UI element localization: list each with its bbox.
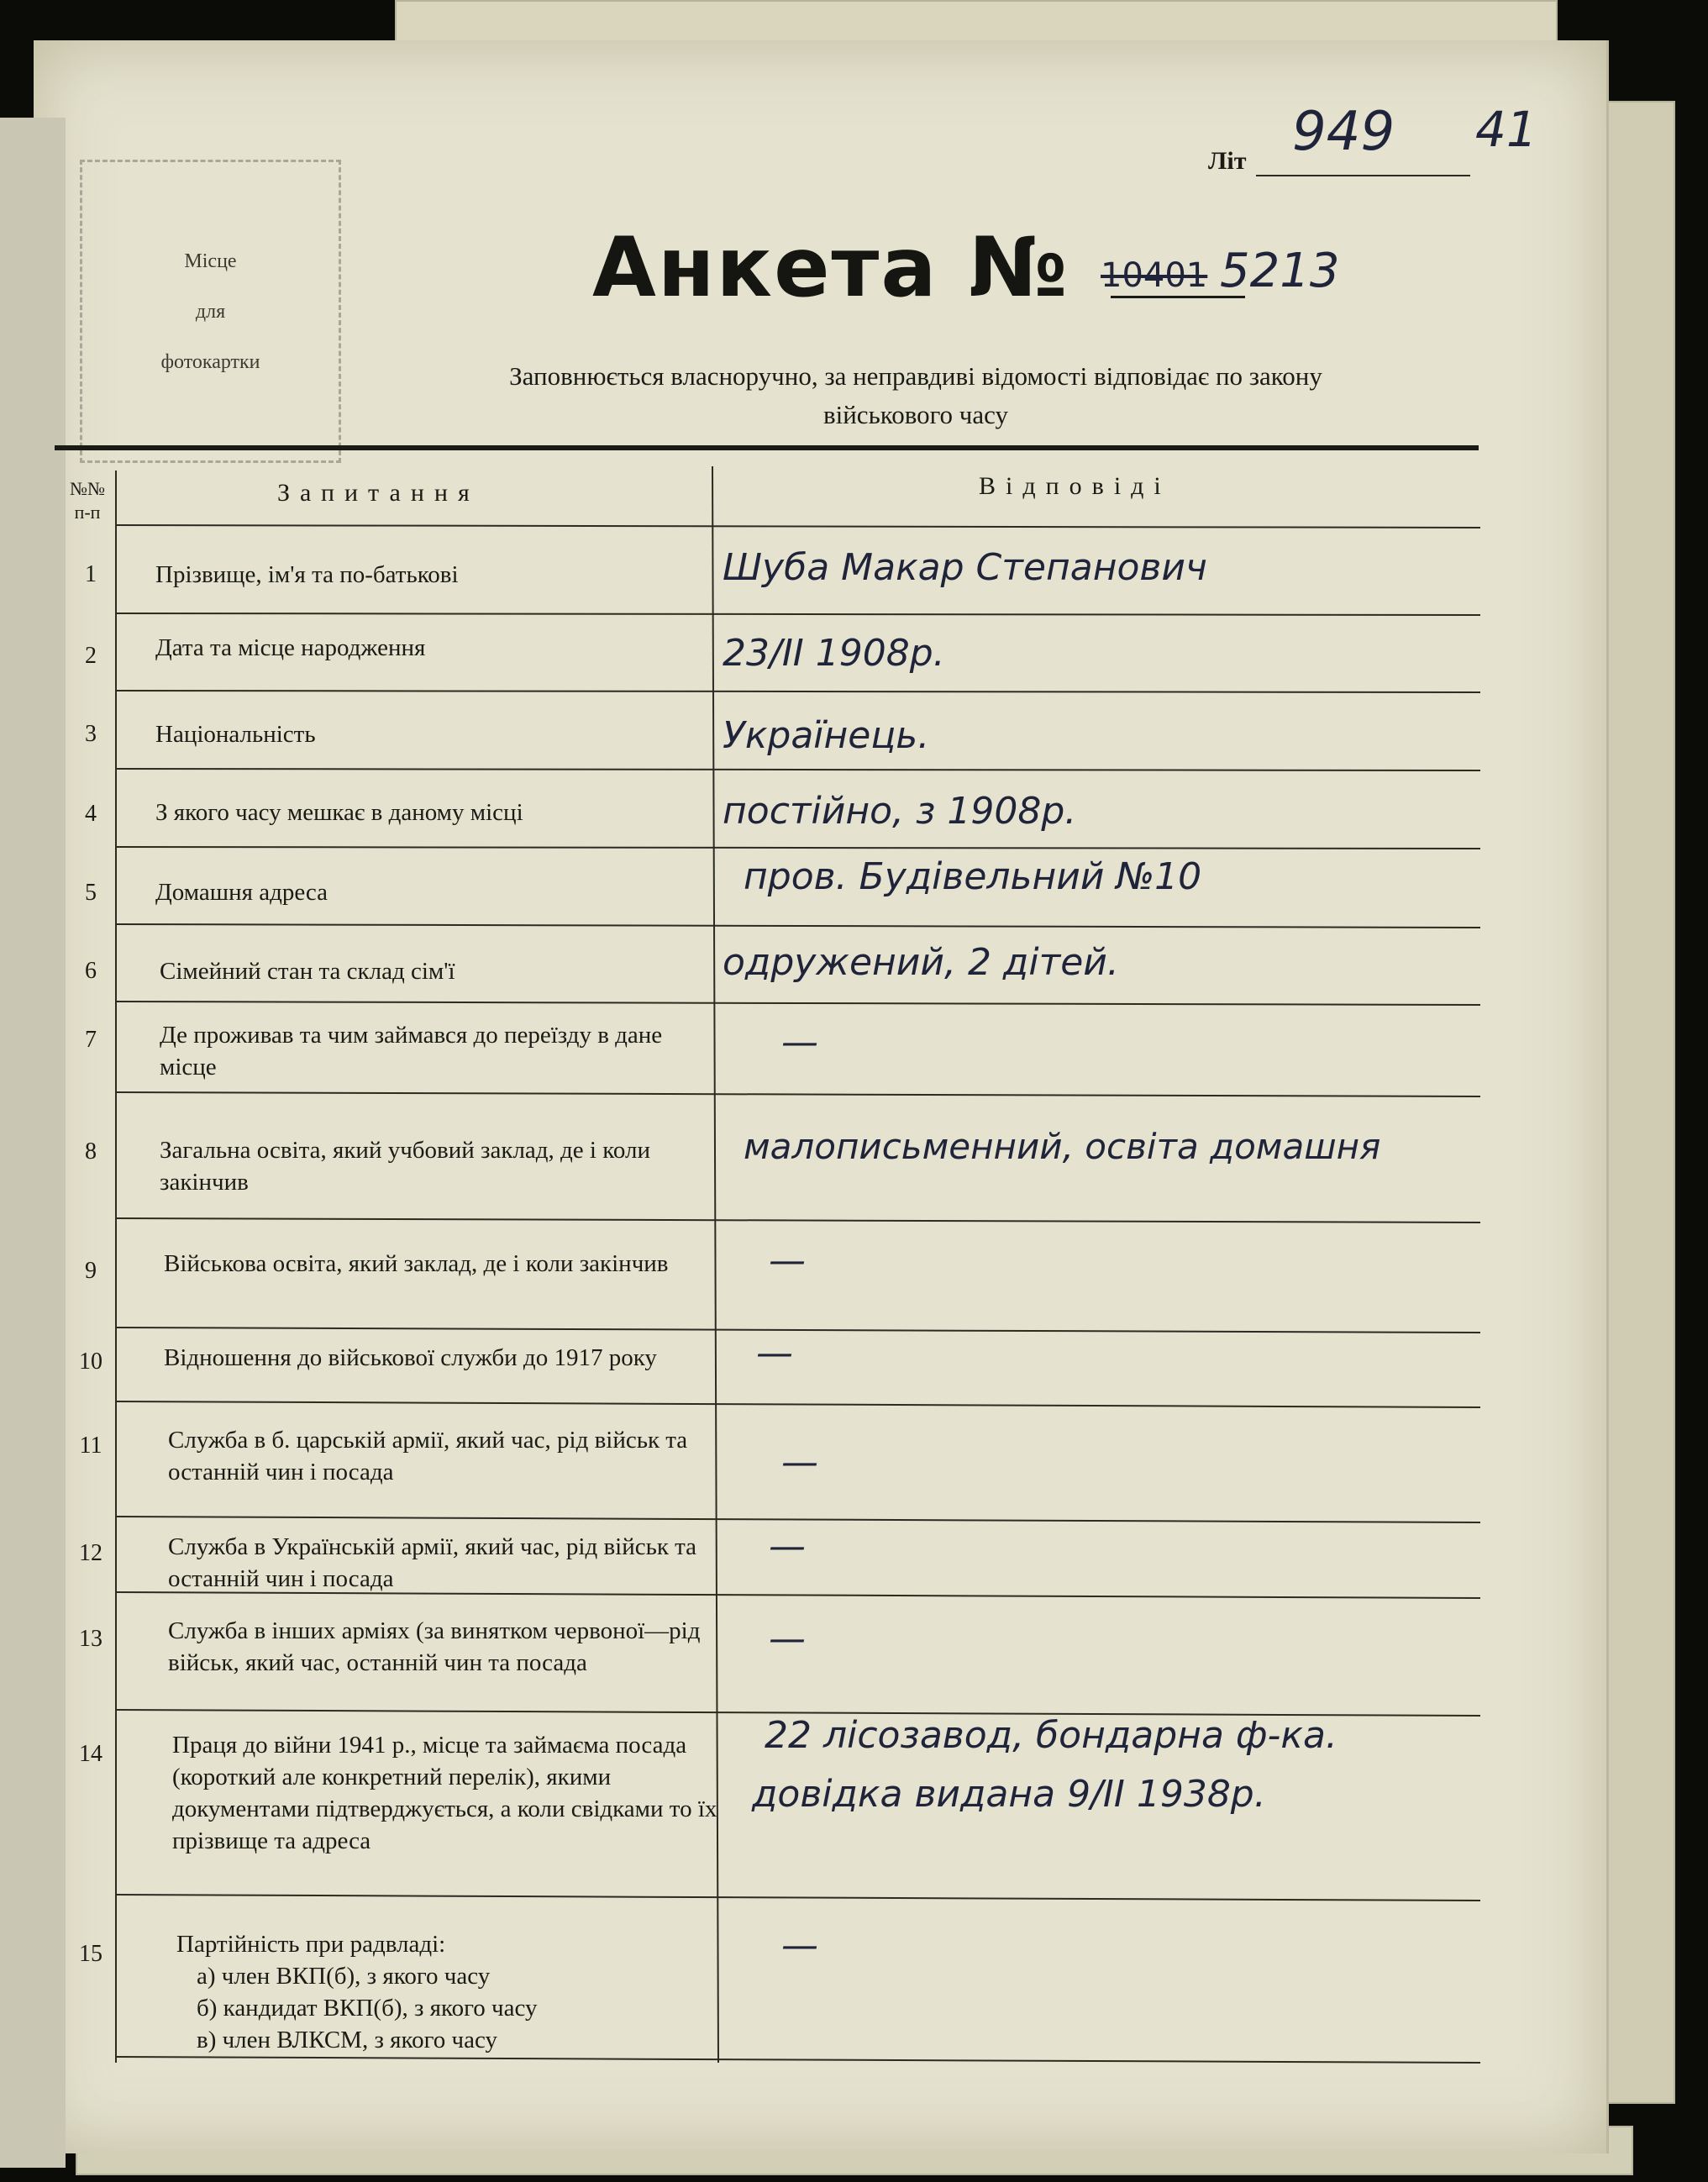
row-2-answer: 23/II 1908р. — [723, 632, 945, 675]
row-10-answer: — — [756, 1332, 793, 1375]
row-12-number: 12 — [79, 1540, 102, 1566]
row-5-question: Домашня адреса — [155, 879, 328, 906]
form-title: Анкета № — [592, 220, 1069, 316]
photo-label-line3: фотокартки — [160, 350, 260, 373]
row-1-number: 1 — [85, 561, 97, 587]
photo-label-line2: для — [195, 300, 226, 323]
row-13-answer: — — [769, 1617, 806, 1660]
row-11-answer: — — [781, 1441, 818, 1484]
row-12-answer: — — [769, 1525, 806, 1568]
row-5-answer: пров. Будівельний №10 — [744, 855, 1202, 898]
row-7-answer: — — [781, 1021, 818, 1064]
row-15-item-c: в) член ВЛКСМ, з якого часу — [197, 2027, 497, 2053]
lit-label: Літ — [1208, 147, 1247, 175]
subtitle-line-1: Заповнюється власноручно, за неправдиві відомості відповідає по закону — [509, 361, 1322, 391]
lit-value: 949 — [1292, 101, 1395, 163]
col-header-answer: Відповіді — [979, 472, 1171, 500]
row-7-number: 7 — [85, 1027, 97, 1053]
row-13-number: 13 — [79, 1626, 102, 1652]
row-2-question: Дата та місце народження — [155, 634, 426, 661]
row-6-answer: одружений, 2 дітей. — [723, 941, 1119, 984]
row-1-answer: Шуба Макар Степанович — [723, 546, 1207, 589]
col-header-question: Запитання — [277, 479, 480, 507]
row-6-number: 6 — [85, 958, 97, 984]
row-3-number: 3 — [85, 721, 97, 747]
row-15-item-a: а) член ВКП(б), з якого часу — [197, 1963, 491, 1990]
row-4-number: 4 — [85, 801, 97, 827]
number-crossed-out: 10401 — [1101, 256, 1208, 295]
header-rule — [55, 445, 1479, 450]
row-15-question-title: Партійність при радвладі: — [176, 1931, 446, 1958]
row-8-number: 8 — [85, 1138, 97, 1165]
row-6-question: Сімейний стан та склад сім'ї — [160, 958, 455, 985]
row-11-question: Служба в б. царській армії, який час, рід військ та останній чин і посада — [168, 1427, 688, 1485]
row-10-question: Відношення до військової служби до 1917 року — [164, 1344, 657, 1371]
col-header-number: №№ п-п — [70, 478, 105, 523]
row-14-answer: 22 лісозавод, бондарна ф-ка. — [765, 1714, 1337, 1757]
form-subtitle — [370, 357, 1462, 434]
row-1-question: Прізвище, ім'я та по-батькові — [155, 561, 459, 588]
row-15-answer: — — [781, 1924, 818, 1967]
left-page-edge — [0, 118, 66, 2168]
row-13-question: Служба в інших арміях (за винятком червоної—рід військ, який час, останній чин та посада — [168, 1617, 701, 1676]
row-8-answer: малописьменний, освіта домашня — [744, 1126, 1381, 1167]
row-11-number: 11 — [79, 1433, 102, 1459]
lit-extra: 41 — [1475, 101, 1537, 158]
row-9-answer: — — [769, 1239, 806, 1282]
row-4-question: З якого часу мешкає в даному місці — [155, 799, 523, 826]
row-15-number: 15 — [79, 1941, 102, 1967]
subtitle-line-2: військового часу — [822, 400, 1009, 429]
row-4-answer: постійно, з 1908р. — [723, 790, 1077, 833]
photo-label-line1: Місце — [184, 250, 237, 272]
row-3-answer: Українець. — [723, 714, 930, 757]
row-7-question: Де проживав та чим займався до переїзду в дане місце — [160, 1022, 663, 1080]
row-5-number: 5 — [85, 880, 97, 906]
row-15-question — [176, 1928, 714, 2056]
lit-underline — [1256, 175, 1470, 176]
row-10-number: 10 — [79, 1349, 102, 1375]
row-9-number: 9 — [85, 1258, 97, 1284]
row-2-number: 2 — [85, 643, 97, 669]
row-9-question: Військова освіта, який заклад, де і коли закінчив — [164, 1250, 669, 1277]
form-number: 5213 — [1220, 244, 1340, 298]
row-14-number: 14 — [79, 1741, 102, 1767]
row-14-answer-line2: довідка видана 9/II 1938р. — [752, 1773, 1266, 1816]
row-15-item-b: б) кандидат ВКП(б), з якого часу — [197, 1995, 538, 2022]
row-3-question: Національність — [155, 721, 316, 748]
row-12-question: Служба в Українській армії, який час, рід військ та останній чин і посада — [168, 1533, 697, 1592]
row-14-question: Праця до війни 1941 р., місце та займаєма посада (короткий але конкретний перелік), якими документами підтверджується, а коли свідками то їх прізвище та адреса — [172, 1732, 717, 1854]
row-8-question: Загальна освіта, який учбовий заклад, де і коли закінчив — [160, 1137, 650, 1196]
photo-placeholder — [80, 160, 341, 463]
